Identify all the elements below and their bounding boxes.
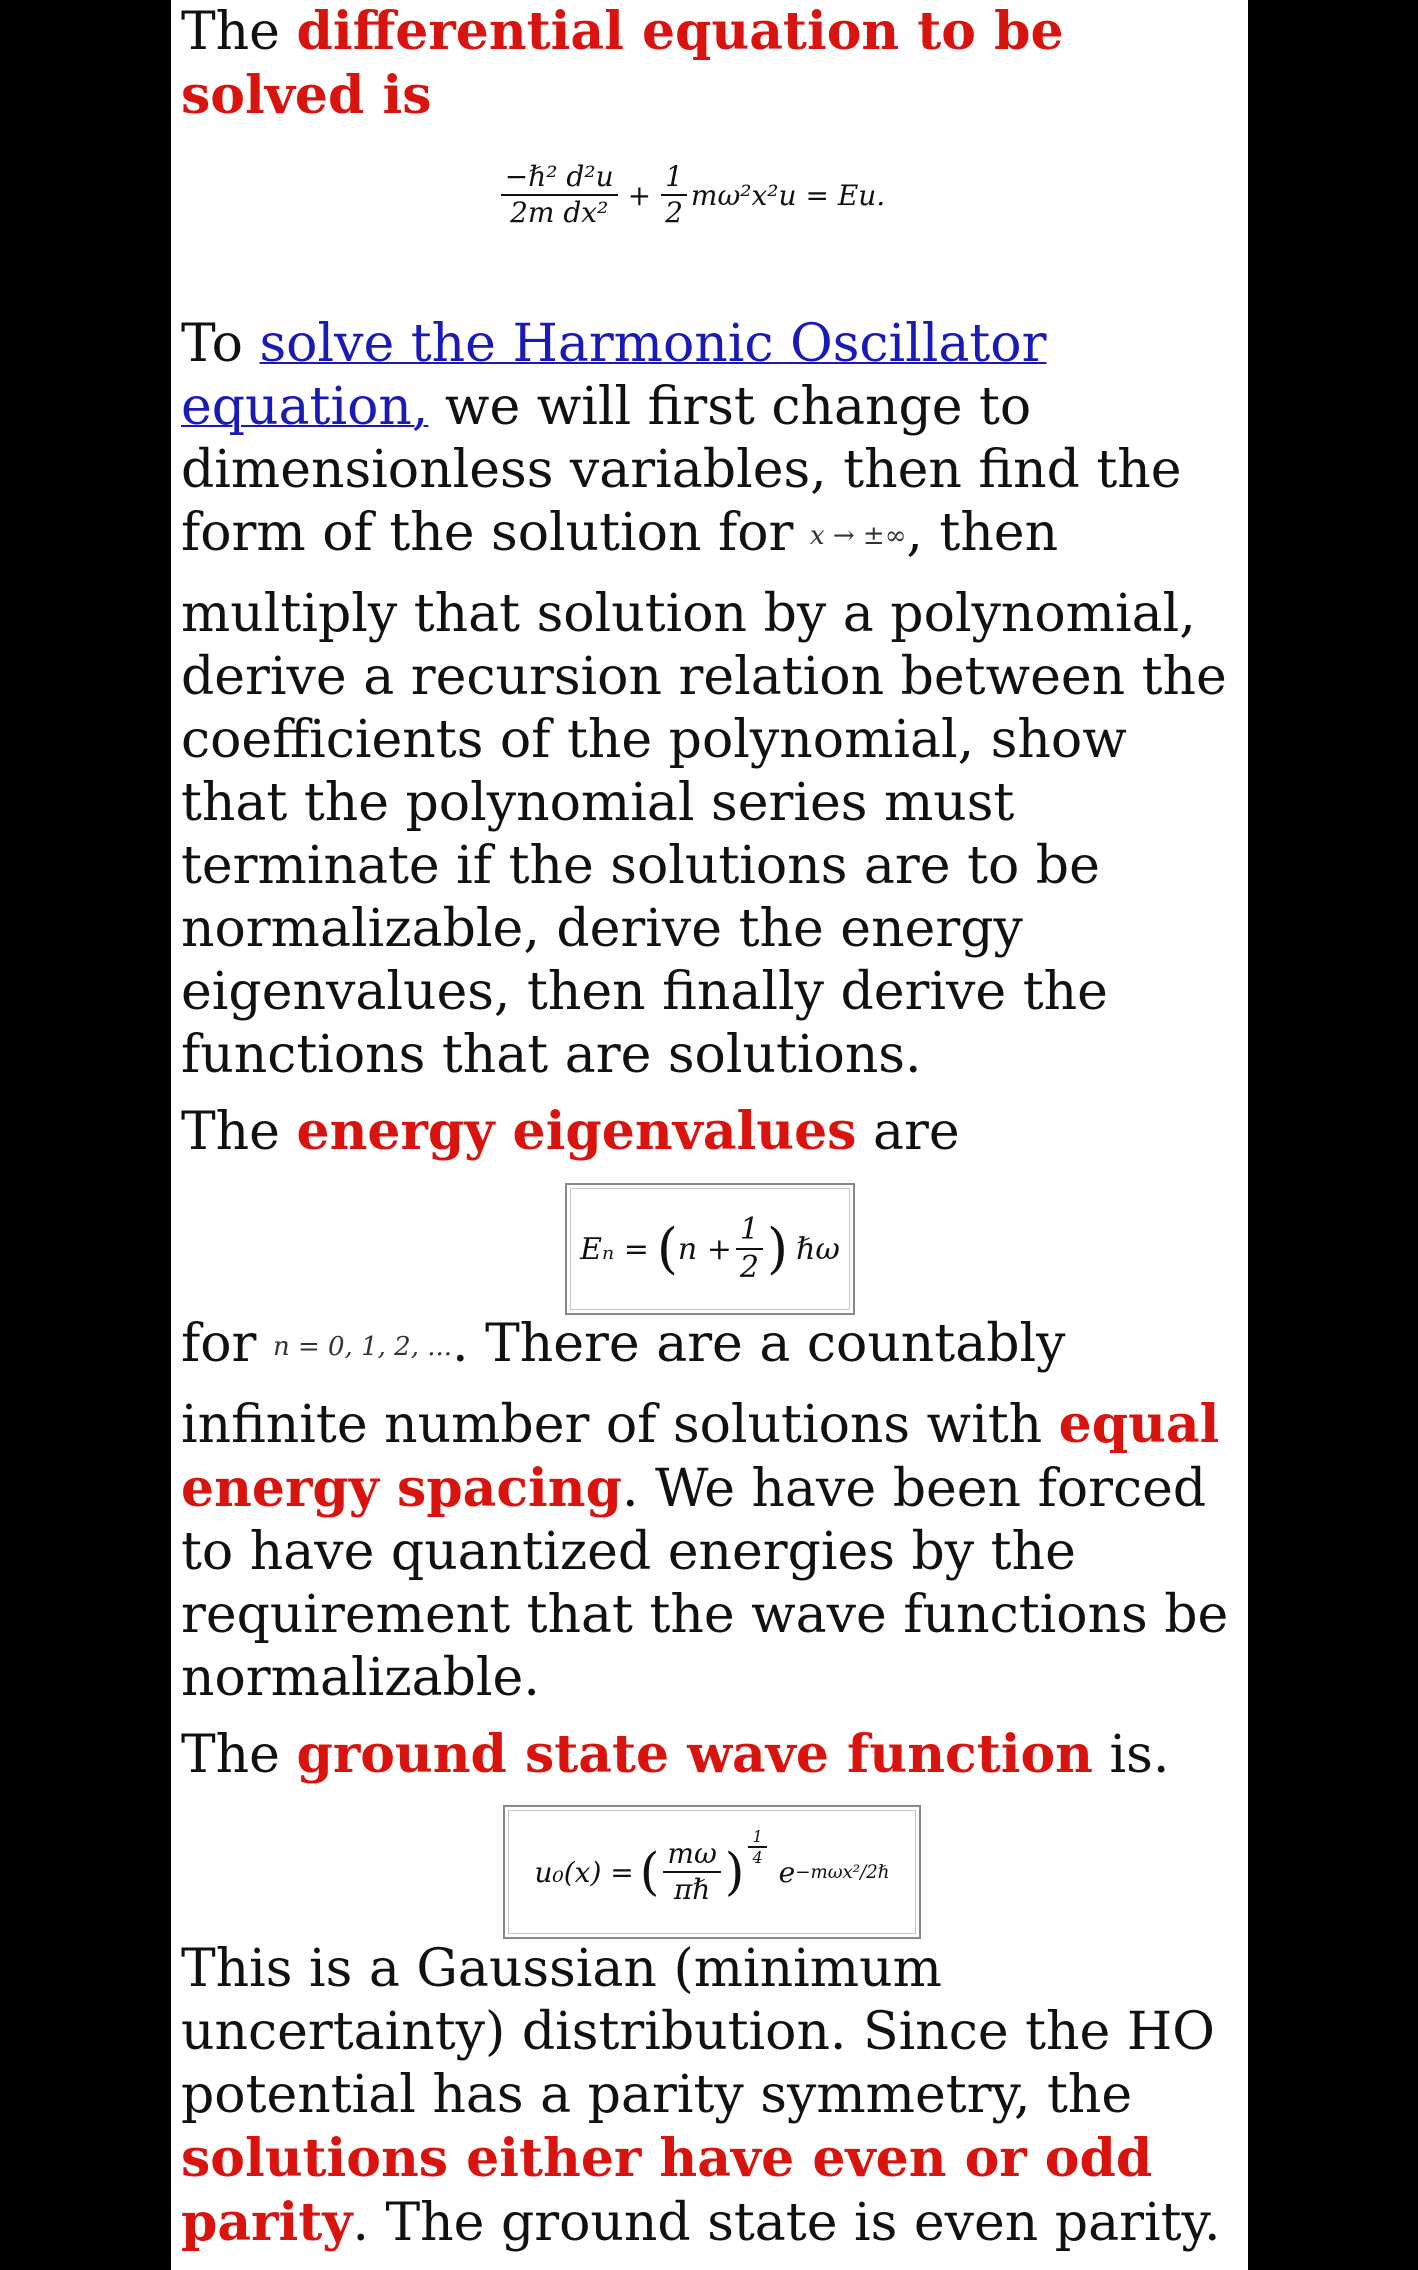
equation-half-fraction [661, 160, 687, 229]
differential-equation [481, 150, 901, 240]
limit-math: x → ±∞ [809, 521, 907, 551]
gs-exponent-fraction [748, 1827, 766, 1867]
method-text-2: , then [906, 503, 1059, 563]
n-plus: n + [677, 1231, 732, 1267]
equation-lhs-fraction [501, 160, 618, 229]
gs-denominator: πℏ [673, 1873, 711, 1906]
gs-exp-denominator: 4 [752, 1848, 763, 1868]
parity-paragraph [181, 1938, 1241, 2255]
gs-exponential-power: −mωx²/2ℏ [795, 1861, 890, 1883]
energy-half-fraction [736, 1212, 763, 1286]
lhs-numerator: −ℏ² d²u [501, 160, 618, 196]
parity-text-1: This is a Gaussian (minimum uncertainty) distribution. Since the HO potential has a parity symmetry, the [181, 1939, 1215, 2125]
half-numerator: 1 [661, 160, 687, 196]
differential-equation-highlight: differential equation to be solved is [181, 1, 1064, 126]
ground-state-lhs: u₀(x) = [534, 1855, 634, 1889]
method-text-1: we will first change to dimensionless variables, then find the form of the solution for [181, 377, 1182, 563]
left-paren: ( [656, 1217, 678, 1280]
spacing-paragraph-continued [181, 1393, 1241, 1710]
article-page [168, 0, 1248, 2270]
energy-lhs: Eₙ = [580, 1231, 649, 1267]
ground-state-highlight: ground state wave function [296, 1724, 1093, 1785]
intro-pre: The [181, 2, 297, 62]
half-denominator: 2 [665, 196, 683, 229]
method-text-3: multiply that solution by a polynomial, derive a recursion relation between the coefficients of the polynomial, show that the polynomial series must terminate if the solutions are to be normalizable, derive the energy eigenvalues, then finally derive the functions that are solutions. [181, 584, 1227, 1085]
method-paragraph-continued [181, 583, 1241, 1087]
gs-numerator: mω [663, 1837, 720, 1873]
energy-eigenvalue-equation [565, 1183, 855, 1315]
spacing-pre: for [181, 1314, 273, 1374]
ground-state-post: is. [1092, 1725, 1170, 1785]
ground-state-equation [503, 1805, 921, 1939]
equation-term2: mω²x²u = Eu. [690, 178, 886, 212]
eigenvalues-post: are [856, 1102, 960, 1162]
n-values-math: n = 0, 1, 2, ... [272, 1332, 453, 1362]
spacing-text-1: . There are a countably [452, 1314, 1066, 1374]
lhs-denominator: 2m dx² [510, 196, 609, 229]
energy-half-numerator: 1 [736, 1212, 763, 1250]
spacing-text-2: infinite number of solutions with [181, 1395, 1059, 1455]
spacing-paragraph [181, 1313, 1241, 1379]
ground-state-heading [181, 1723, 1241, 1787]
energy-half-denominator: 2 [739, 1250, 760, 1285]
parity-highlight: solutions either have even or odd parity [181, 2128, 1153, 2253]
equation-plus: + [627, 178, 652, 212]
energy-eigenvalues-highlight: energy eigenvalues [296, 1101, 857, 1162]
gs-right-paren: ) [724, 1841, 745, 1901]
method-pre: To [181, 314, 260, 374]
method-paragraph [181, 313, 1241, 568]
gs-exponential-base: e [778, 1855, 796, 1889]
gs-fraction [663, 1837, 720, 1906]
article-content [168, 0, 1248, 2270]
ground-state-pre: The [181, 1725, 297, 1785]
right-paren: ) [767, 1217, 789, 1280]
gs-left-paren: ( [639, 1841, 660, 1901]
hbar-omega: ℏω [796, 1231, 840, 1267]
intro-paragraph [181, 0, 1241, 128]
gs-exp-numerator: 1 [748, 1827, 766, 1848]
equal-energy-spacing-highlight: equal energy spacing [181, 1394, 1220, 1519]
spacing-text-3: . We have been forced to have quantized energies by the requirement that the wave functions be normalizable. [181, 1459, 1229, 1708]
parity-text-2: . The ground state is even parity. [352, 2193, 1221, 2253]
harmonic-oscillator-link[interactable]: solve the Harmonic Oscillator equation, [181, 314, 1047, 437]
eigenvalues-pre: The [181, 1102, 297, 1162]
eigenvalues-heading [181, 1100, 1241, 1164]
